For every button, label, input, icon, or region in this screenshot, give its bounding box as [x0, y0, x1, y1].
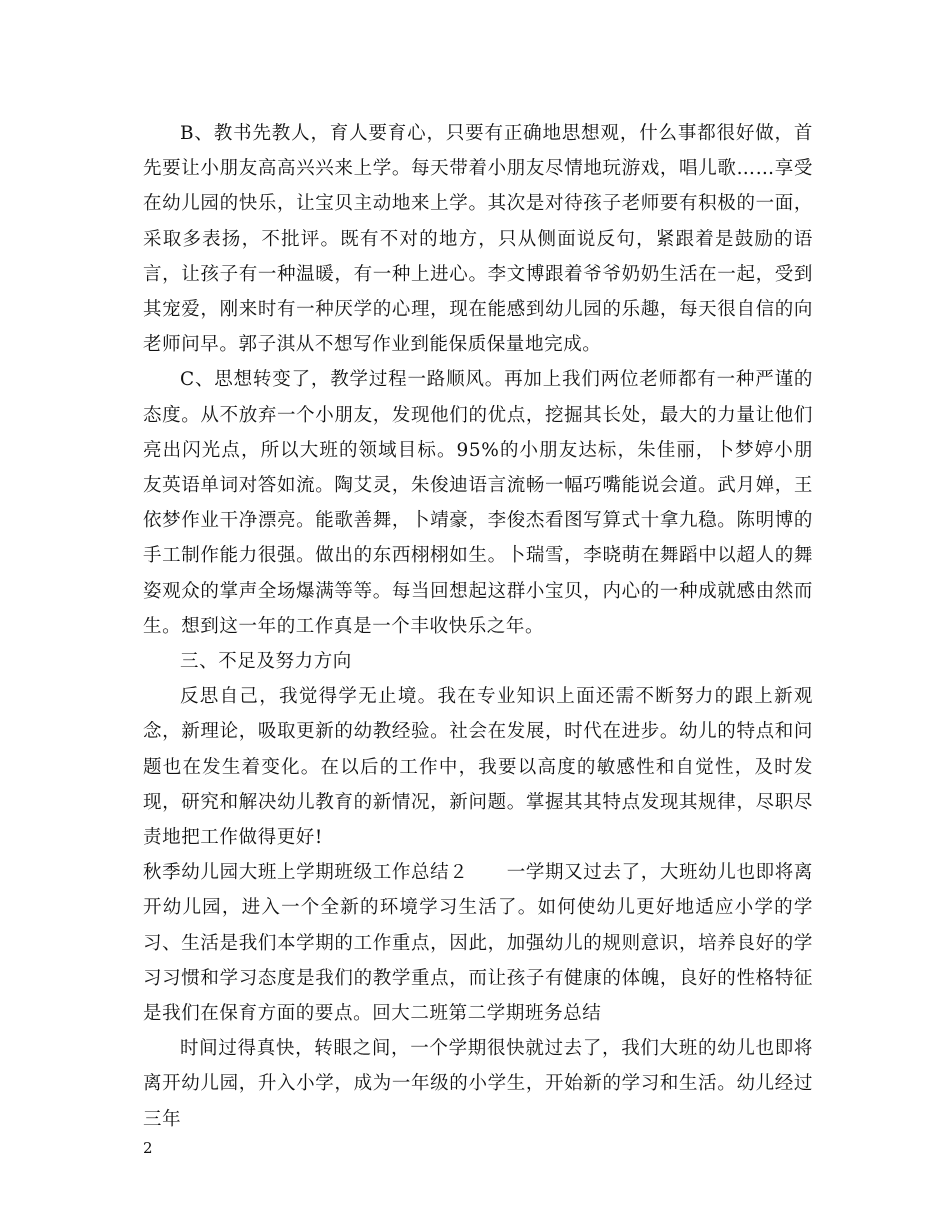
document-body — [143, 116, 813, 1137]
section-heading-shortcomings: 三、不足及努力方向 — [180, 651, 352, 673]
paragraph-c-thinking-change: C、思想转变了，教学过程一路顺风。再加上我们两位老师都有一种严谨的态度。从不放弃一个小朋友，发现他们的优点，挖掘其长处，最大的力量让他们亮出闪光点，所以大班的领域目标。95%的小朋友达标，朱佳丽，卜梦婷小朋友英语单词对答如流。陶艾灵，朱俊迪语言流畅一幅巧嘴能说会道。武月婵，王依梦作业干净漂亮。能歌善舞，卜靖豪，李俊杰看图写算式十拿九稳。陈明博的手工制作能力很强。做出的东西栩栩如生。卜瑞雪，李晓萌在舞蹈中以超人的舞姿观众的掌声全场爆满等等。每当回想起这群小宝贝，内心的一种成就感由然而生。想到这一年的工作真是一个丰收快乐之年。 — [143, 369, 813, 637]
paragraph-b-teaching: B、教书先教人，育人要育心，只要有正确地思想观，什么事都很好做，首先要让小朋友高高兴兴来上学。每天带着小朋友尽情地玩游戏，唱儿歌……享受在幼儿园的快乐，让宝贝主动地来上学。其次是对待孩子老师要有积极的一面，采取多表扬，不批评。既有不对的地方，只从侧面说反句，紧跟着是鼓励的语言，让孩子有一种温暖，有一种上进心。李文博跟着爷爷奶奶生活在一起，受到其宠爱，刚来时有一种厌学的心理，现在能感到幼儿园的乐趣，每天很自信的向老师问早。郭子淇从不想写作业到能保质保量地完成。 — [143, 123, 813, 356]
paragraph-summary-2: 秋季幼儿园大班上学期班级工作总结２ 一学期又过去了，大班幼儿也即将离开幼儿园，进入一个全新的环境学习生活了。如何使幼儿更好地适应小学的学习、生活是我们本学期的工作重点，因此，加强幼儿的规则意识，培养良好的学习习惯和学习态度是我们的教学重点，而让孩子有健康的体魄，良好的性格特征是我们在保育方面的要点。回大二班第二学期班务总结 — [143, 862, 813, 1025]
paragraph-reflection: 反思自己，我觉得学无止境。我在专业知识上面还需不断努力的跟上新观念，新理论，吸取更新的幼教经验。社会在发展，时代在进步。幼儿的特点和问题也在发生着变化。在以后的工作中，我要以高度的敏感性和自觉性，及时发现，研究和解决幼儿教育的新情况，新问题。掌握其其特点发现其规律，尽职尽责地把工作做得更好! — [143, 686, 813, 849]
page-number: 2 — [143, 1139, 153, 1157]
paragraph-time-flies: 时间过得真快，转眼之间，一个学期很快就过去了，我们大班的幼儿也即将离开幼儿园，升入小学，成为一年级的小学生，开始新的学习和生活。幼儿经过三年 — [143, 1038, 813, 1130]
